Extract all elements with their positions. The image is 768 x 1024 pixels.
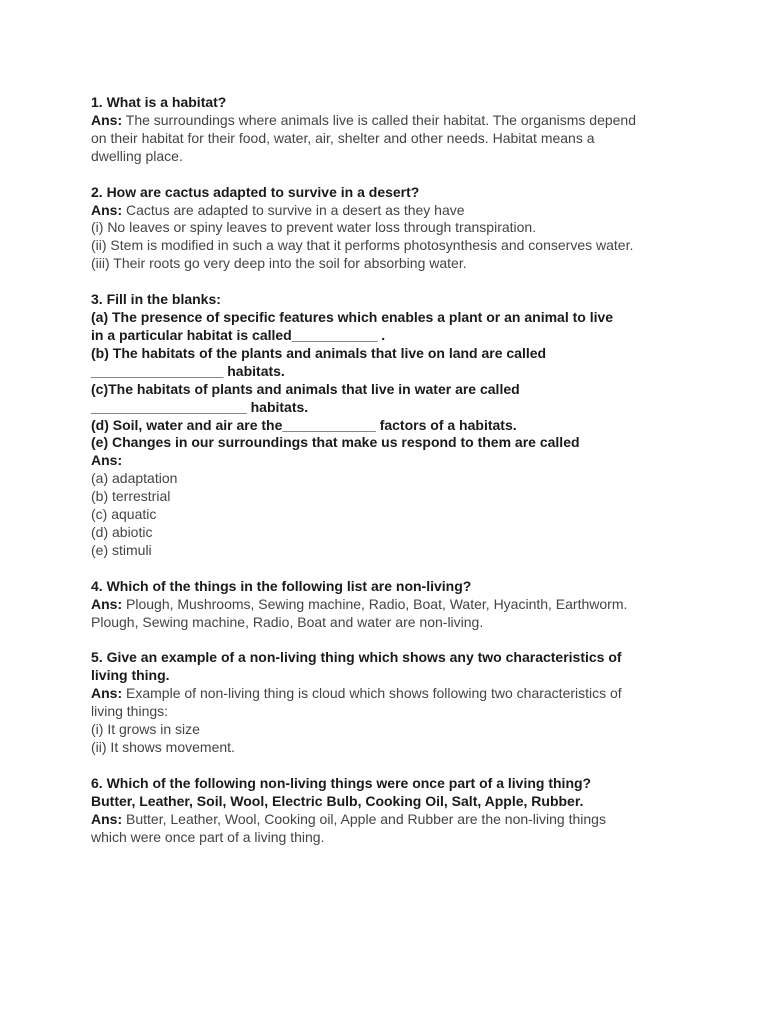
answer-line: (i) No leaves or spiny leaves to prevent water loss through transpiration. (91, 219, 537, 236)
answer-label: Ans: (91, 111, 123, 128)
answer-line: (c) aquatic (91, 506, 157, 523)
answer-text: The surroundings where animals live is called their habitat. The organisms depend (122, 111, 637, 128)
answer-line: which were once part of a living thing. (91, 828, 325, 845)
answer-line: (iii) Their roots go very deep into the soil for absorbing water. (91, 255, 467, 272)
answer-line: (a) adaptation (91, 470, 178, 487)
answer-label: Ans: (91, 810, 123, 827)
qa-block (91, 578, 691, 632)
answer-line: living things: (91, 703, 169, 720)
answer-line: Plough, Sewing machine, Radio, Boat and water are non-living. (91, 613, 484, 630)
question-line: 2. How are cactus adapted to survive in a desert? (91, 183, 420, 200)
answer-line-first (91, 202, 691, 220)
qa-block (91, 184, 691, 274)
question-line: 5. Give an example of a non-living thing which shows any two characteristics of (91, 649, 622, 666)
answer-label: Ans: (91, 201, 123, 218)
answer-line-first (91, 685, 691, 703)
answer-line: (ii) It shows movement. (91, 739, 235, 755)
question-line: 6. Which of the following non-living things were once part of a living thing? (91, 774, 592, 791)
question-line: (b) The habitats of the plants and animals that live on land are called (91, 344, 547, 361)
answer-text: Cactus are adapted to survive in a desert as they have (122, 201, 465, 218)
answer-line: (e) stimuli (91, 541, 152, 558)
answer-text: Butter, Leather, Wool, Cooking oil, Apple and Rubber are the non-living things (122, 810, 606, 827)
question-line: (a) The presence of specific features which enables a plant or an animal to live (91, 309, 614, 326)
answer-line-first (91, 452, 691, 470)
question-line: (d) Soil, water and air are the____________ factors of a habitats. (91, 416, 517, 433)
answer-line: (b) terrestrial (91, 488, 171, 505)
answer-label: Ans: (91, 685, 123, 702)
question-line: 4. Which of the things in the following list are non-living? (91, 577, 472, 594)
answer-line: (i) It grows in size (91, 721, 200, 738)
question-line: 1. What is a habitat? (91, 94, 227, 110)
question-line: Butter, Leather, Soil, Wool, Electric Bulb, Cooking Oil, Salt, Apple, Rubber. (91, 792, 584, 809)
answer-text: Plough, Mushrooms, Sewing machine, Radio, Boat, Water, Hyacinth, Earthworm. (122, 595, 628, 612)
answer-line-first (91, 811, 691, 829)
qa-block (91, 649, 691, 756)
qa-block (91, 94, 691, 166)
qa-block (91, 775, 691, 847)
answer-line: on their habitat for their food, water, air, shelter and other needs. Habitat means a (91, 129, 595, 146)
answer-text: Example of non-living thing is cloud which shows following two characteristics of (122, 685, 622, 702)
answer-line-first (91, 112, 691, 130)
question-line: in a particular habitat is called___________ . (91, 326, 386, 343)
question-line: 3. Fill in the blanks: (91, 291, 221, 308)
question-line: ____________________ habitats. (91, 398, 309, 415)
answer-line-first (91, 596, 691, 614)
answer-line: (ii) Stem is modified in such a way that it performs photosynthesis and conserves water. (91, 237, 634, 254)
answer-line: (d) abiotic (91, 523, 153, 540)
question-line: living thing. (91, 667, 170, 684)
question-line: _________________ habitats. (91, 362, 285, 379)
answer-line: dwelling place. (91, 147, 183, 164)
question-line: (e) Changes in our surroundings that make us respond to them are called (91, 434, 580, 451)
question-line: (c)The habitats of plants and animals that live in water are called (91, 380, 520, 397)
answer-label: Ans: (91, 595, 123, 612)
qa-block (91, 291, 691, 560)
answer-label: Ans: (91, 452, 123, 469)
